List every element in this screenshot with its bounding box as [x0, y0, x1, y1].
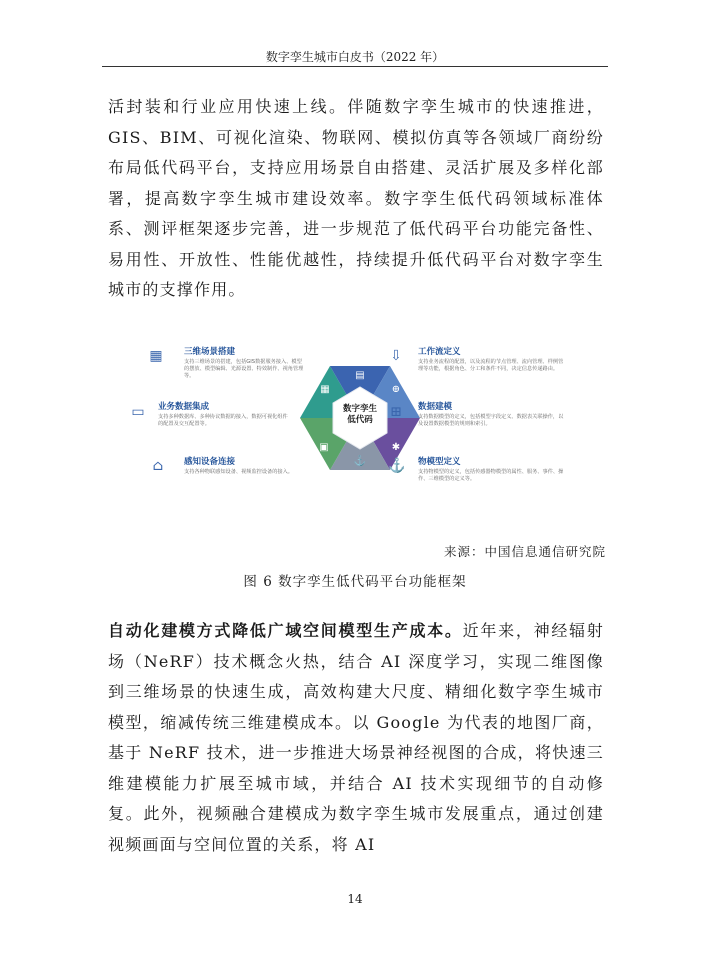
download-icon: ⇩ — [390, 348, 402, 364]
block-title: 数据建模 — [418, 402, 453, 412]
anchor-icon: ⚓ — [388, 458, 406, 474]
block-title: 业务数据集成 — [158, 402, 210, 412]
building-icon: ⌂ — [152, 458, 164, 474]
block-desc: 支持各种物联感知设备、视频监控设备的接入。 — [184, 469, 293, 475]
center-label: 数字孪生低代码 — [342, 404, 377, 425]
svg-text:✱: ✱ — [391, 442, 401, 453]
block-desc: 支持数据模型的定义，包括模型字段定义、数据表关联操作，以及设置数据模型的规则和索引。 — [418, 414, 564, 427]
block-desc: 支持三维场景的搭建，包括GIS数据服务接入、模型的摆放、模型编辑、光源设置、特效制作、视角管理等。 — [184, 359, 304, 379]
monitor-icon: ▭ — [131, 404, 145, 420]
svg-text:⊕: ⊕ — [391, 384, 401, 395]
paragraph-lead: 自动化建模方式降低广域空间模型生产成本。 — [108, 621, 463, 640]
block-3d-scene — [184, 347, 304, 380]
block-business-data — [158, 402, 288, 428]
block-desc: 支持业务流程的配置，以及流程的节点管理、流向管理、样例管理等功能，根据角色、分工和条件不同，决定信息传递路由。 — [418, 359, 564, 372]
body-paragraph-2 — [108, 616, 604, 860]
block-data-modeling — [418, 402, 568, 428]
body-paragraph-1: 活封装和行业应用快速上线。伴随数字孪生城市的快速推进，GIS、BIM、可视化渲染、物联网、模拟仿真等各领域厂商纷纷布局低代码平台，支持应用场景自由搭建、灵活扩展及多样化部署，提高数字孪生城市建设效率。数字孪生低代码领域标准体系、测评框架逐步完善，进一步规范了低代码平台功能完备性、易用性、开放性、性能优越性，持续提升低代码平台对数字孪生城市的支撑作用。 — [108, 97, 604, 299]
block-desc: 支持多种数据库、多种协议数据的接入，数据可视化组件的配置及交互配置等。 — [158, 414, 288, 427]
figure-source: 来源：中国信息通信研究院 — [443, 544, 606, 559]
block-thing-model — [418, 457, 568, 483]
figure-caption: 图 6 数字孪生低代码平台功能框架 — [243, 574, 467, 590]
block-title: 工作流定义 — [418, 347, 461, 357]
svg-text:▦: ▦ — [320, 384, 330, 395]
paragraph-body: 近年来，神经辐射场（NeRF）技术概念火热，结合 AI 深度学习，实现二维图像到三维场景的快速生成，高效构建大尺度、精细化数字孪生城市模型，缩减传统三维建模成本。以 Google 为代表的地图厂商，基于 NeRF 技术，进一步推进大场景神经视图的合成，将快速三维建模能力扩展至城市域，并结合 AI 技术实现细节的自动修复。此外，视频融合建模成为数字孪生城市发展重点，通过创建视频画面与空间位置的关系，将 AI — [108, 621, 604, 854]
block-title: 三维场景搭建 — [184, 347, 236, 357]
block-title: 物模型定义 — [418, 457, 461, 467]
svg-text:⚓: ⚓ — [353, 456, 367, 467]
block-workflow — [418, 347, 568, 373]
header-rule — [102, 66, 608, 67]
hierarchy-icon: ⊞ — [390, 404, 402, 420]
running-header: 数字孪生城市白皮书（2022 年） — [265, 50, 445, 64]
block-sensor-device — [184, 457, 304, 476]
block-desc: 支持物模型的定义，包括传感器物模型的属性、服务、事件、操作、三维模型的定义等。 — [418, 469, 564, 482]
page-number: 14 — [347, 892, 363, 906]
figure-low-code-framework — [128, 338, 588, 496]
svg-text:▣: ▣ — [319, 442, 329, 453]
svg-text:▤: ▤ — [355, 370, 365, 381]
grid-icon: ▦ — [149, 348, 163, 364]
block-title: 感知设备连接 — [184, 457, 236, 467]
